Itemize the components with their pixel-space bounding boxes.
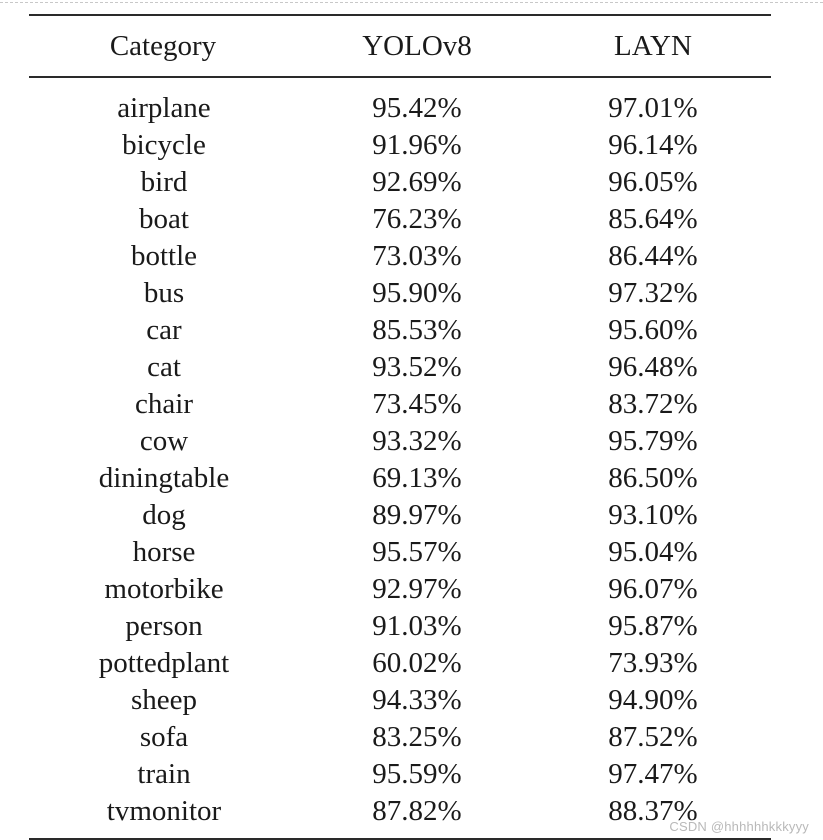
category-cell: car xyxy=(146,314,182,346)
category-cell: motorbike xyxy=(104,573,224,605)
layn-cell: 97.01% xyxy=(608,92,698,124)
category-cell: pottedplant xyxy=(98,647,230,679)
table-row xyxy=(29,127,771,164)
category-cell: train xyxy=(137,758,191,790)
table-row xyxy=(29,460,771,497)
yolov8-cell: 73.03% xyxy=(372,240,462,272)
yolov8-cell: 91.03% xyxy=(372,610,462,642)
layn-cell: 87.52% xyxy=(608,721,698,753)
yolov8-cell: 85.53% xyxy=(372,314,462,346)
category-cell: cow xyxy=(139,425,189,457)
layn-cell: 97.32% xyxy=(608,277,698,309)
yolov8-cell: 87.82% xyxy=(372,795,462,827)
category-cell: horse xyxy=(132,536,196,568)
watermark: CSDN @hhhhhhkkkyyy xyxy=(669,819,809,834)
table-row xyxy=(29,756,771,793)
table-row xyxy=(29,793,771,839)
table-row xyxy=(29,77,771,127)
table-row xyxy=(29,238,771,275)
category-cell: sheep xyxy=(130,684,198,716)
yolov8-cell: 83.25% xyxy=(372,721,462,753)
table-row xyxy=(29,312,771,349)
layn-cell: 88.37% xyxy=(608,795,698,827)
category-cell: chair xyxy=(135,388,193,420)
layn-cell: 96.48% xyxy=(608,351,698,383)
yolov8-cell: 92.97% xyxy=(372,573,462,605)
layn-cell: 97.47% xyxy=(608,758,698,790)
layn-cell: 96.07% xyxy=(608,573,698,605)
yolov8-cell: 69.13% xyxy=(372,462,462,494)
yolov8-cell: 73.45% xyxy=(372,388,462,420)
results-table-container xyxy=(29,14,771,840)
layn-cell: 83.72% xyxy=(608,388,698,420)
layn-cell: 96.05% xyxy=(608,166,698,198)
table-body xyxy=(29,77,771,839)
table-row xyxy=(29,275,771,312)
category-cell: bicycle xyxy=(122,129,206,161)
table-row xyxy=(29,534,771,571)
column-header-yolov8: YOLOv8 xyxy=(362,29,472,62)
layn-cell: 73.93% xyxy=(608,647,698,679)
category-cell: sofa xyxy=(139,721,189,753)
yolov8-cell: 93.52% xyxy=(372,351,462,383)
yolov8-cell: 76.23% xyxy=(372,203,462,235)
layn-cell: 94.90% xyxy=(608,684,698,716)
yolov8-cell: 91.96% xyxy=(372,129,462,161)
yolov8-cell: 95.57% xyxy=(372,536,462,568)
category-cell: airplane xyxy=(117,92,211,124)
category-cell: bottle xyxy=(130,240,198,272)
category-cell: dog xyxy=(142,499,186,531)
layn-cell: 95.87% xyxy=(608,610,698,642)
table-row xyxy=(29,423,771,460)
column-header-layn: LAYN xyxy=(614,29,692,62)
results-table xyxy=(29,14,771,840)
yolov8-cell: 89.97% xyxy=(372,499,462,531)
table-row xyxy=(29,571,771,608)
table-row xyxy=(29,164,771,201)
table-row xyxy=(29,386,771,423)
yolov8-cell: 93.32% xyxy=(372,425,462,457)
category-cell: person xyxy=(125,610,203,642)
layn-cell: 85.64% xyxy=(608,203,698,235)
table-row xyxy=(29,349,771,386)
yolov8-cell: 95.42% xyxy=(372,92,462,124)
header-row xyxy=(29,15,771,77)
yolov8-cell: 60.02% xyxy=(372,647,462,679)
table-row xyxy=(29,497,771,534)
layn-cell: 96.14% xyxy=(608,129,698,161)
category-cell: diningtable xyxy=(98,462,230,494)
category-cell: bird xyxy=(140,166,188,198)
layn-cell: 95.60% xyxy=(608,314,698,346)
table-row xyxy=(29,608,771,645)
layn-cell: 86.50% xyxy=(608,462,698,494)
yolov8-cell: 95.59% xyxy=(372,758,462,790)
table-row xyxy=(29,719,771,756)
table-row xyxy=(29,682,771,719)
layn-cell: 95.04% xyxy=(608,536,698,568)
yolov8-cell: 92.69% xyxy=(372,166,462,198)
layn-cell: 93.10% xyxy=(608,499,698,531)
category-cell: bus xyxy=(143,277,185,309)
column-header-category: Category xyxy=(109,29,217,62)
category-cell: cat xyxy=(147,351,181,383)
top-divider xyxy=(0,2,823,3)
layn-cell: 86.44% xyxy=(608,240,698,272)
table-row xyxy=(29,645,771,682)
category-cell: tvmonitor xyxy=(106,795,222,827)
table-row xyxy=(29,201,771,238)
yolov8-cell: 95.90% xyxy=(372,277,462,309)
category-cell: boat xyxy=(139,203,189,235)
yolov8-cell: 94.33% xyxy=(372,684,462,716)
layn-cell: 95.79% xyxy=(608,425,698,457)
